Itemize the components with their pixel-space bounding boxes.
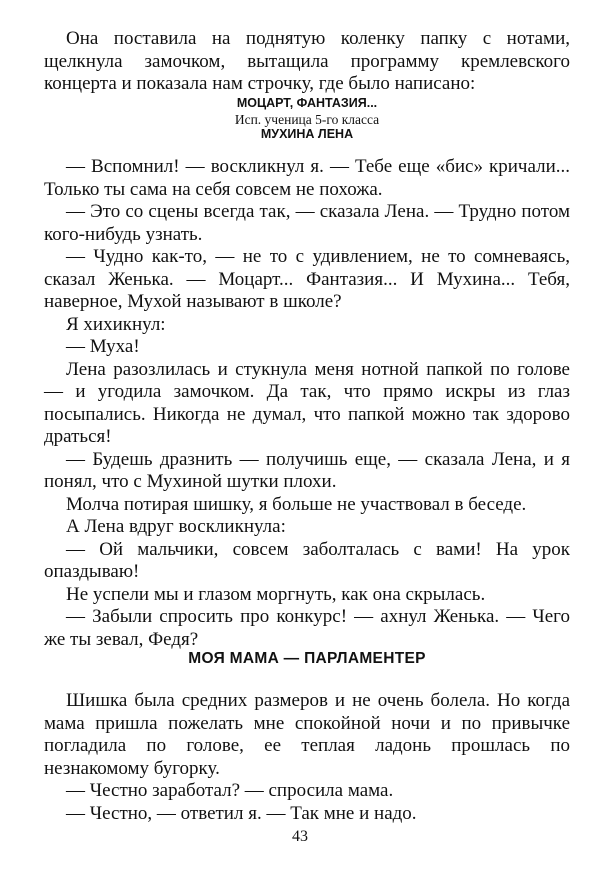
paragraph: — Забыли спросить про конкурс! — ахнул Женька. — Чего же ты зевал, Федя? xyxy=(44,606,570,650)
concert-program-excerpt xyxy=(44,96,570,143)
page-number: 43 xyxy=(292,828,308,845)
paragraph: Лена разозлилась и стукнула меня нотной папкой по голове — и угодила замочком. Да так, что прямо искры из глаз посыпались. Никогда не думал, что папкой можно так здорово драться! xyxy=(44,358,570,447)
paragraph: Не успели мы и глазом моргнуть, как она скрылась. xyxy=(66,583,486,605)
program-line-performer: Исп. ученица 5-го класса xyxy=(234,111,380,127)
program-line-name: МУХИНА ЛЕНА xyxy=(260,127,354,141)
dialogue-text-block xyxy=(44,156,570,651)
paragraph: — Муха! xyxy=(66,336,140,357)
chapter-text-block xyxy=(44,690,570,825)
paragraph: — Будешь дразнить — получишь еще, — сказала Лена, и я понял, что с Мухиной шутки плохи. xyxy=(44,448,570,492)
paragraph: — Честно, — ответил я. — Так мне и надо. xyxy=(66,802,417,824)
paragraph: — Честно заработал? — спросила мама. xyxy=(66,780,394,801)
paragraph: — Это со сцены всегда так, — сказала Лена. — Трудно потом кого-нибудь узнать. xyxy=(44,201,570,245)
paragraph: — Вспомнил! — воскликнул я. — Тебе еще «бис» кричали... Только ты сама на себя совсем не похожа. xyxy=(44,156,570,200)
paragraph: Я хихикнул: xyxy=(66,313,166,335)
program-line-title: МОЦАРТ, ФАНТАЗИЯ... xyxy=(236,96,378,110)
paragraph: А Лена вдруг воскликнула: xyxy=(66,516,286,537)
paragraph: Молча потирая шишку, я больше не участвовал в беседе. xyxy=(66,493,527,515)
paragraph: — Чудно как-то, — не то с удивлением, не то сомневаясь, сказал Женька. — Моцарт... Фантазия... И Мухина... Тебя, наверное, Мухой называют в школе? xyxy=(44,246,570,312)
paragraph-intro: Она поставила на поднятую коленку папку с нотами, щелкнула замочком, вытащила программу кремлевского концерта и показала нам строчку, где было написано: xyxy=(44,28,570,94)
paragraph: Шишка была средних размеров и не очень болела. Но когда мама пришла пожелать мне спокойной ночи и по привычке погладила по голове, ее теплая ладонь прошлась по незнакомому бугорку. xyxy=(44,690,570,779)
chapter-heading: МОЯ МАМА — ПАРЛАМЕНТЕР xyxy=(188,650,426,667)
intro-text-block xyxy=(44,28,570,96)
paragraph: — Ой мальчики, совсем заболталась с вами! На урок опаздываю! xyxy=(44,538,570,582)
